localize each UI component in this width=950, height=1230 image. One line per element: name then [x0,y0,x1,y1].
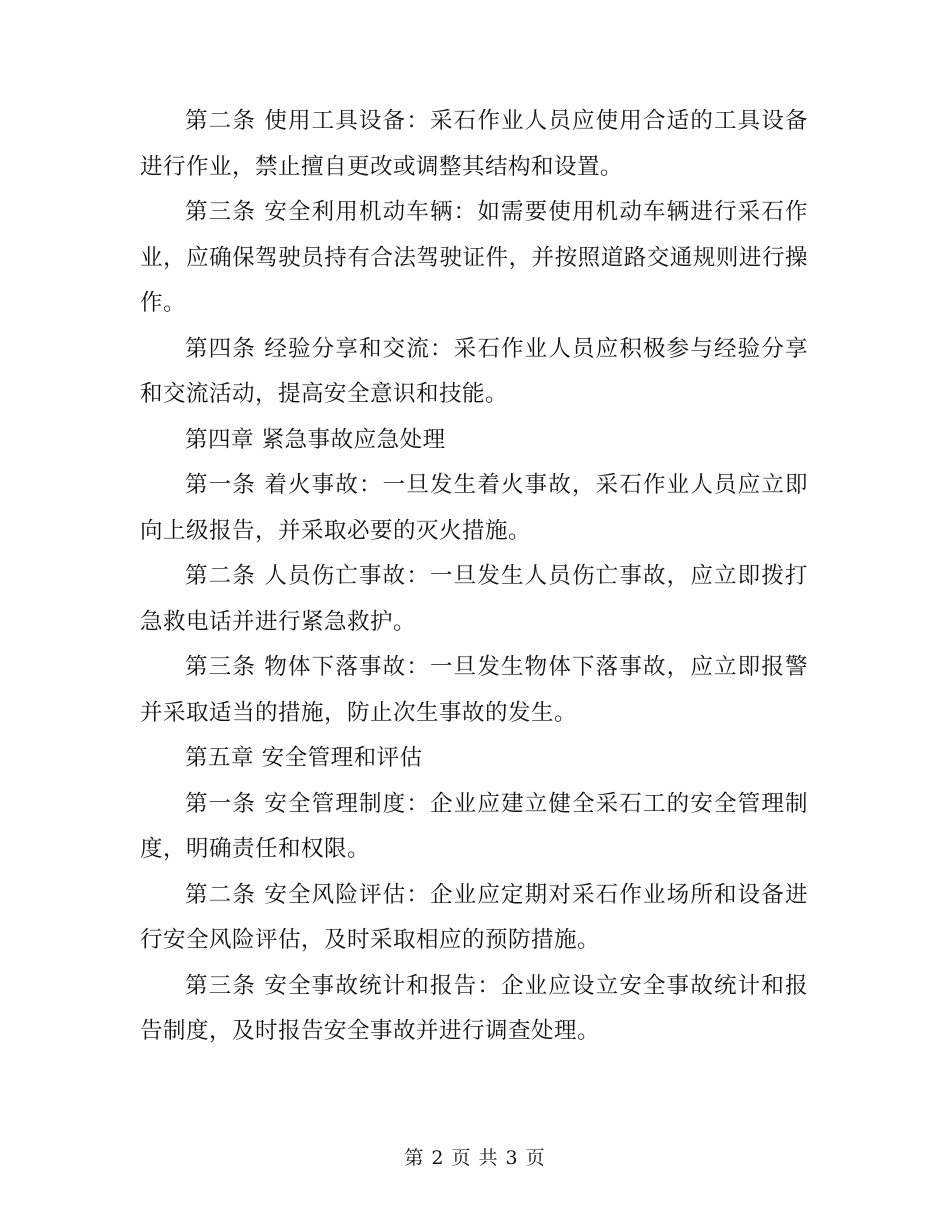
paragraph: 第四条 经验分享和交流：采石作业人员应积极参与经验分享和交流活动，提高安全意识和技能。 [140,335,808,407]
paragraph: 第三条 物体下落事故：一旦发生物体下落事故，应立即报警并采取适当的措施，防止次生事故的发生。 [140,654,808,726]
paragraph: 第二条 使用工具设备：采石作业人员应使用合适的工具设备进行作业，禁止擅自更改或调整其结构和设置。 [140,108,808,180]
paragraph: 第二条 安全风险评估：企业应定期对采石作业场所和设备进行安全风险评估，及时采取相应的预防措施。 [140,881,808,953]
page-number-footer: 第 2 页 共 3 页 [404,1147,546,1169]
paragraph: 第一条 安全管理制度：企业应建立健全采石工的安全管理制度，明确责任和权限。 [140,790,808,862]
paragraph: 第二条 人员伤亡事故：一旦发生人员伤亡事故，应立即拨打急救电话并进行紧急救护。 [140,563,808,635]
chapter-heading: 第五章 安全管理和评估 [185,745,423,771]
document-body [140,99,808,1055]
paragraph: 第三条 安全事故统计和报告：企业应设立安全事故统计和报告制度，及时报告安全事故并进行调查处理。 [140,972,808,1044]
paragraph: 第三条 安全利用机动车辆：如需要使用机动车辆进行采石作业，应确保驾驶员持有合法驾驶证件，并按照道路交通规则进行操作。 [140,199,808,316]
paragraph: 第一条 着火事故：一旦发生着火事故，采石作业人员应立即向上级报告，并采取必要的灭火措施。 [140,472,808,544]
chapter-heading: 第四章 紧急事故应急处理 [185,426,446,453]
